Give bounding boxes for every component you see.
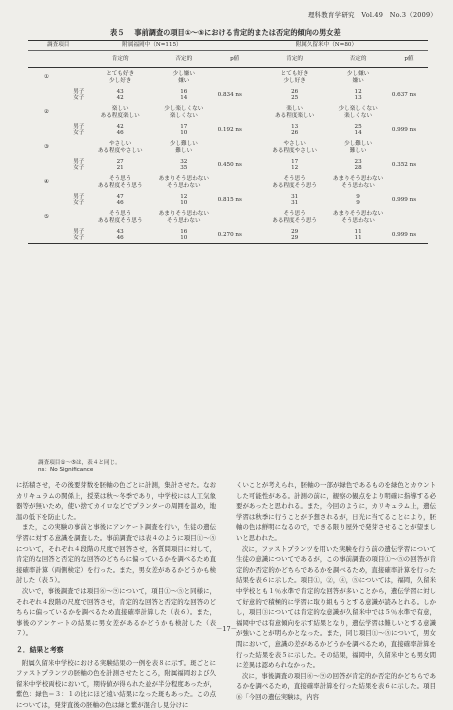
cell: 10 (152, 235, 216, 242)
cell: 46 (88, 235, 152, 242)
b-p-value: 0.637 ns (390, 87, 428, 103)
paragraph: 次いで，事後調査では項目⑥～⑨について，項目①～⑤と同様に，それぞれ４段階の尺度で回答させ，肯定的な回答と否定的な回答のどちらに偏っているかを調べるため直接確率計算した（表６）。また，事後のアンケートの結果に男女差があるかどうかも検討した（表７）。 (16, 586, 216, 639)
cell: 11 (326, 235, 389, 242)
item-number: ① (28, 68, 88, 88)
cell: 27 (88, 159, 152, 166)
b-positive-counts (263, 157, 326, 173)
negative-choice-label: 少し難しい 難しい (326, 138, 389, 157)
item-values-row (28, 122, 428, 138)
female-label: 女子 (28, 235, 84, 242)
table-number: 表５ (110, 28, 124, 37)
header-a-neg: 否定的 (152, 51, 216, 68)
b-negative-counts (326, 122, 389, 138)
positive-choice-label: やさしい ある程度やさしい (88, 138, 152, 157)
cell: 26 (263, 130, 326, 137)
a-negative-counts (152, 192, 216, 208)
item-number: ④ (28, 173, 88, 192)
cell: 12 (152, 194, 216, 201)
negative-choice-label: あまりそう思わない そう思わない (152, 208, 216, 227)
section-heading: ２．結果と考察 (16, 645, 216, 656)
table-notes (38, 460, 121, 474)
cell: 9 (326, 194, 389, 201)
paragraph: 附属久留米中学校における実験結果の一例を表８に示す。斑ごとにファストプランツの胚軸の色を計測させたところ，附属福岡および久留米中学校両校において，期待値が得られた並が半分程度あったが，紫色：緑色＝３：１の比にほど遠い結果になった斑もあった。この点については，発芽直後の胚軸の色は緑と紫が混合し見分けに (16, 658, 216, 710)
cell: 43 (88, 229, 152, 236)
a-negative-counts (152, 227, 216, 244)
cell: 29 (263, 235, 326, 242)
table-note: 調査項目①～⑤は，表４と同じ。 (38, 460, 121, 467)
cell: 35 (152, 165, 216, 172)
cell: 12 (326, 89, 389, 96)
female-label: 女子 (28, 95, 84, 102)
positive-choice-label: そう思う ある程度そう思う (263, 208, 326, 227)
male-label: 男子 (28, 89, 84, 96)
a-p-value: 0.270 ns (216, 227, 254, 244)
cell: 17 (263, 159, 326, 166)
cell: 25 (263, 95, 326, 102)
negative-choice-label: あまりそう思わない そう思わない (152, 173, 216, 192)
a-positive-counts (88, 227, 152, 244)
cell: 17 (152, 124, 216, 131)
male-label: 男子 (28, 124, 84, 131)
item-number: ⑤ (28, 208, 88, 227)
sex-labels (28, 192, 88, 208)
table-title: 事前調査の項目①～⑤における肯定的または否定的傾向の男女差 (134, 28, 340, 37)
b-positive-counts (263, 227, 326, 244)
b-negative-counts (326, 157, 389, 173)
negative-choice-label: 少し嫌い 嫌い (152, 68, 216, 88)
running-head: 理科教育学研究 Vol.49 No.3（2009） (308, 10, 437, 19)
negative-choice-label: 少し楽しくない 楽しくない (152, 103, 216, 122)
item-values-row (28, 157, 428, 173)
cell: 29 (263, 229, 326, 236)
b-negative-counts (326, 192, 389, 208)
female-label: 女子 (28, 200, 84, 207)
positive-choice-label: 楽しい ある程度楽しい (88, 103, 152, 122)
header-a-pos: 肯定的 (88, 51, 152, 68)
cell: 31 (263, 200, 326, 207)
cell: 13 (326, 95, 389, 102)
positive-choice-label: そう思う ある程度そう思う (88, 208, 152, 227)
cell: 10 (152, 130, 216, 137)
positive-choice-label: とても好き 少し好き (263, 68, 326, 88)
b-positive-counts (263, 192, 326, 208)
paragraph: に括積させ，その後要芽数を胚軸の色ごとに計測，集計させた。なおカリキュラムの関係上，授業は秋～冬季であり，中学校には人工気象器等が無いため，使い捨てカイロなどでプランターの周囲を温め，地温の低下を防止した。 (16, 480, 216, 522)
cell: 28 (326, 165, 389, 172)
header-school-a: 附属福岡中（N=115） (88, 41, 215, 51)
b-positive-counts (263, 87, 326, 103)
a-positive-counts (88, 87, 152, 103)
cell: 46 (88, 200, 152, 207)
item-label-row (28, 138, 428, 157)
table-caption (110, 28, 341, 38)
positive-choice-label: とても好き 少し好き (88, 68, 152, 88)
cell: 23 (326, 159, 389, 166)
cell: 11 (326, 229, 389, 236)
cell: 46 (88, 130, 152, 137)
negative-choice-label: あまりそう思わない そう思わない (326, 208, 389, 227)
a-negative-counts (152, 87, 216, 103)
male-label: 男子 (28, 194, 84, 201)
a-p-value: 0.815 ns (216, 192, 254, 208)
a-p-value: 0.450 ns (216, 157, 254, 173)
paragraph: くいことが考えられ，胚軸の一部が緑色であるものを緑色とカウントした可能性がある。計測の前に，観察の観点をより明確に指導する必要があったと思われる。また，今回のように，カリキュラム上，遺伝学習は秋季に行うことが予想されるが，日光に当てることにより，胚軸の色は鮮明になるので，できる限り屋外で発芽させることが望ましいと思われた。 (236, 480, 436, 544)
header-b-pos: 肯定的 (263, 51, 326, 68)
male-label: 男子 (28, 229, 84, 236)
cell: 31 (263, 194, 326, 201)
positive-choice-label: 楽しい ある程度楽しい (263, 103, 326, 122)
header-b-neg: 否定的 (326, 51, 389, 68)
page-number: －17－ (0, 624, 453, 633)
item-values-row (28, 192, 428, 208)
header-a-p: p値 (216, 51, 254, 68)
negative-choice-label: あまりそう思わない そう思わない (326, 173, 389, 192)
right-column (236, 480, 436, 702)
cell: 42 (88, 124, 152, 131)
positive-choice-label: そう思う ある程度そう思う (88, 173, 152, 192)
cell: 12 (263, 165, 326, 172)
female-label: 女子 (28, 130, 84, 137)
cell: 47 (88, 194, 152, 201)
negative-choice-label: 少し嫌い 嫌い (326, 68, 389, 88)
header-b-p: p値 (390, 51, 428, 68)
b-p-value: 0.352 ns (390, 157, 428, 173)
male-label: 男子 (28, 159, 84, 166)
header-school-b: 附属久留米中（N=80） (263, 41, 390, 51)
b-p-value: 0.999 ns (390, 122, 428, 138)
positive-choice-label: そう思う ある程度そう思う (263, 173, 326, 192)
cell: 21 (88, 165, 152, 172)
cell: 10 (152, 200, 216, 207)
a-positive-counts (88, 157, 152, 173)
item-label-row (28, 208, 428, 227)
female-label: 女子 (28, 165, 84, 172)
a-positive-counts (88, 122, 152, 138)
item-number: ③ (28, 138, 88, 157)
paragraph: 次に，ファストプランツを用いた実験を行う前の遺伝学習について生徒の意識についてであるが，この事前調査の項目①～⑤の回答が肯定的か否定的かどちらであるかを調べるため，直接確率計算を行った結果を表６に示した。項目①，②，④，⑤については，福岡，久留米中学校とも１％水準で肯定的な回答が多いことから，遺伝学習に対して好意的で積極的に学習に取り組もうとする意識が読みとれる。しかし，項目③については肯定的な意識が久留米中では５％水準で有意，福岡中では有意傾向を示す結果となり，遺伝学習は難しいとする意識が強いことが明らかとなった。また，同じ項目①～⑤について，男女間において，意識の差があるかどうかを調べるため，直接確率計算を行った結果を表５に示した。その結果，福岡中，久留米中とも男女間に差異は認められなかった。 (236, 544, 436, 671)
a-negative-counts (152, 157, 216, 173)
b-p-value: 0.999 ns (390, 227, 428, 244)
item-values-row (28, 87, 428, 103)
item-values-row (28, 227, 428, 244)
negative-choice-label: 少し難しい 難しい (152, 138, 216, 157)
a-p-value: 0.192 ns (216, 122, 254, 138)
b-negative-counts (326, 227, 389, 244)
table-body (28, 68, 428, 244)
paragraph: また，この実験の事前と事後にアンケート調査を行い，生徒の遺伝学習に対する意識を調査した。事前調査では表４のように項目①～⑤について，それぞれ４段階の尺度で回答させ，各質問項目に対して，肯定的な回答と否定的な回答のどちらに偏っているかを調べるため直接確率計算（両側検定）を行った。また，男女差があるかどうかも検討した（表５）。 (16, 522, 216, 586)
survey-table (28, 40, 428, 244)
a-negative-counts (152, 122, 216, 138)
a-p-value: 0.834 ns (216, 87, 254, 103)
cell: 42 (88, 95, 152, 102)
cell: 13 (263, 124, 326, 131)
paragraph: 次に，事後調査の項目⑥～⑨の回答が肯定的か否定的かどちらであるかを調べるため，直接確率計算を行った結果を表６に示した。項目⑥「今回の遺伝実験は，内容 (236, 671, 436, 703)
cell: 16 (152, 229, 216, 236)
item-label-row (28, 173, 428, 192)
cell: 26 (263, 89, 326, 96)
cell: 25 (326, 124, 389, 131)
sex-labels (28, 157, 88, 173)
cell: 43 (88, 89, 152, 96)
item-number: ② (28, 103, 88, 122)
cell: 14 (152, 95, 216, 102)
cell: 32 (152, 159, 216, 166)
item-label-row (28, 68, 428, 88)
table-note: ns：No Significance (38, 467, 121, 474)
table-header-row-1 (28, 41, 428, 51)
positive-choice-label: やさしい ある程度やさしい (263, 138, 326, 157)
table-header-row-2 (28, 51, 428, 68)
sex-labels (28, 87, 88, 103)
left-column (16, 480, 216, 710)
cell: 14 (326, 130, 389, 137)
negative-choice-label: 少し楽しくない 楽しくない (326, 103, 389, 122)
a-positive-counts (88, 192, 152, 208)
cell: 9 (326, 200, 389, 207)
b-p-value: 0.999 ns (390, 192, 428, 208)
cell: 16 (152, 89, 216, 96)
item-label-row (28, 103, 428, 122)
sex-labels (28, 122, 88, 138)
sex-labels (28, 227, 88, 244)
header-survey-item: 調査項目 (28, 41, 88, 51)
b-positive-counts (263, 122, 326, 138)
b-negative-counts (326, 87, 389, 103)
